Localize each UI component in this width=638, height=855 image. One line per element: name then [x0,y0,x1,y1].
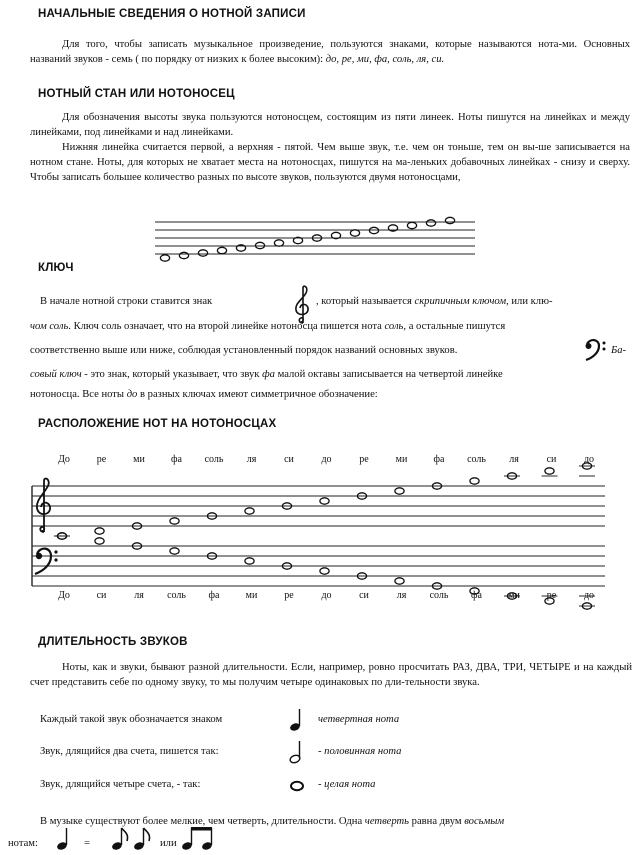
half-row-name: - половинная нота [318,746,402,757]
note-label: си [96,590,107,601]
whole-note [170,548,179,554]
grand-bass-clef-icon [35,549,58,574]
half-row-label: Звук, длящийся два счета, пишется так: [40,746,219,757]
whole-note [245,508,254,514]
whole-note-icon [288,779,308,793]
note-label: до [321,454,332,465]
note-label: до [583,590,595,601]
note-label: фа [433,454,445,465]
clef-line-1b: , который называется скрипичным ключом, или клю- [316,296,553,307]
eighths-line: В музыке существуют более мелкие, чем четверть, длительности. Одна четверть равна двум восьмым [40,816,505,827]
whole-note [320,568,329,574]
quarter-note-equation-icon [55,826,75,852]
note-label: фа [171,454,182,465]
whole-row-label: Звук, длящийся четыре счета, - так: [40,779,201,790]
eighths-label: нотам: [8,838,38,849]
whole-note [245,558,254,564]
heading-clef: КЛЮЧ [38,262,74,274]
note-label: ми [395,454,408,465]
note-label: ля [509,454,519,465]
note-label: ре [284,590,294,601]
note-label: фа [471,590,482,601]
staff-text-1: Для обозначения высоты звука пользуются нотоносцем, состоящим из пяти линеек. Ноты пишутся на линейках и между линейками, под линейками и над линейками. [30,112,630,138]
note-names: до, ре, ми, фа, соль, ля, си. [325,54,445,65]
note-label: ре [546,590,557,601]
clef-line-3: соответственно выше или ниже, соблюдая установленный порядок названий основных звуков. [30,345,458,356]
whole-note [395,488,404,494]
two-eighth-notes-icon [110,826,154,852]
whole-note [470,588,479,594]
quarter-row-name: четвертная нота [318,714,400,725]
whole-note [395,578,404,584]
note-label: до [583,454,595,465]
whole-note [470,478,479,484]
half-note-icon [288,739,308,765]
staff-text-2: Нижняя линейка считается первой, а верхняя - пятой. Чем выше звук, т.е. чем он тоньше, тем он вы-ше записывается на нотном стане. Ноты, для которых не хватает места на нотоносцах, пишутся на ма-леньких добавочных линейках - снизу и сверху. Чтобы записать большее количество разных по высоте звуков, пользуются двумя нотоносцами, [30,142,630,183]
whole-note [545,598,554,604]
note-label: ми [133,454,145,465]
clef-line-3b: Ба- [611,345,627,356]
grand-treble-clef-icon [37,479,50,532]
whole-note [95,528,104,534]
durations-paragraph [30,660,632,690]
note-label: ми [508,590,520,601]
note-label: До [58,454,70,465]
whole-note [170,518,179,524]
clef-line-4: совый ключ - это знак, который указывает, что звук фа малой октавы записывается на четвертой линейке [30,369,503,380]
treble-clef-term: скрипичным ключом [414,296,507,307]
or-word: или [160,838,177,849]
note-label: ля [396,590,407,601]
heading-intro: НАЧАЛЬНЫЕ СВЕДЕНИЯ О НОТНОЙ ЗАПИСИ [38,8,306,20]
heading-staff: НОТНЫЙ СТАН ИЛИ НОТОНОСЕЦ [38,88,235,100]
note-label: до [321,590,332,601]
beamed-eighth-notes-icon [180,826,220,852]
note-label: си [284,454,294,465]
whole-note [320,498,329,504]
whole-row-name: - целая нота [318,779,376,790]
note-label: си [359,590,369,601]
note-label: фа [208,590,220,601]
note-label: соль [204,454,224,465]
heading-note-positions: РАСПОЛОЖЕНИЕ НОТ НА НОТОНОСЦАХ [38,418,277,430]
note-label: ре [359,454,369,465]
note-label: До [58,590,70,601]
equals-sign: = [84,838,90,849]
note-label: ми [245,590,258,601]
clef-line-2: чом соль. Ключ соль означает, что на второй линейке нотоносца пишется нота соль, а остальные пишутся [30,321,506,332]
note-label: ля [246,454,257,465]
whole-note [545,468,554,474]
quarter-row-label: Каждый такой звук обозначается знаком [40,714,223,725]
note-label: соль [167,590,186,601]
clef-line-1: В начале нотной строки ставится знак [40,296,213,307]
intro-text: Для того, чтобы записать музыкальное произведение, пользуются знаками, которые называются нота-ми. Основных названий звуков - семь ( по порядку от низких к более высоким): [30,39,630,65]
whole-note [95,538,104,544]
note-label: си [546,454,557,465]
clef-line-5: нотоносца. Все ноты до в разных ключах имеют симметричное обозначение: [30,389,378,400]
note-label: соль [467,454,486,465]
quarter-note-icon [288,707,308,733]
note-label: соль [429,590,449,601]
durations-text: Ноты, как и звуки, бывают разной длительности. Если, например, ровно просчитать РАЗ, ДВА, ТРИ, ЧЕТЫРЕ и на каждый счет представить себе по одному звуку, то мы получим четыре одинаковых по дли-тельности звука. [30,662,632,688]
heading-durations: ДЛИТЕЛЬНОСТЬ ЗВУКОВ [38,636,188,648]
grand-staff-notes [54,463,595,609]
note-label: ля [134,590,144,601]
note-label: ре [96,454,107,465]
